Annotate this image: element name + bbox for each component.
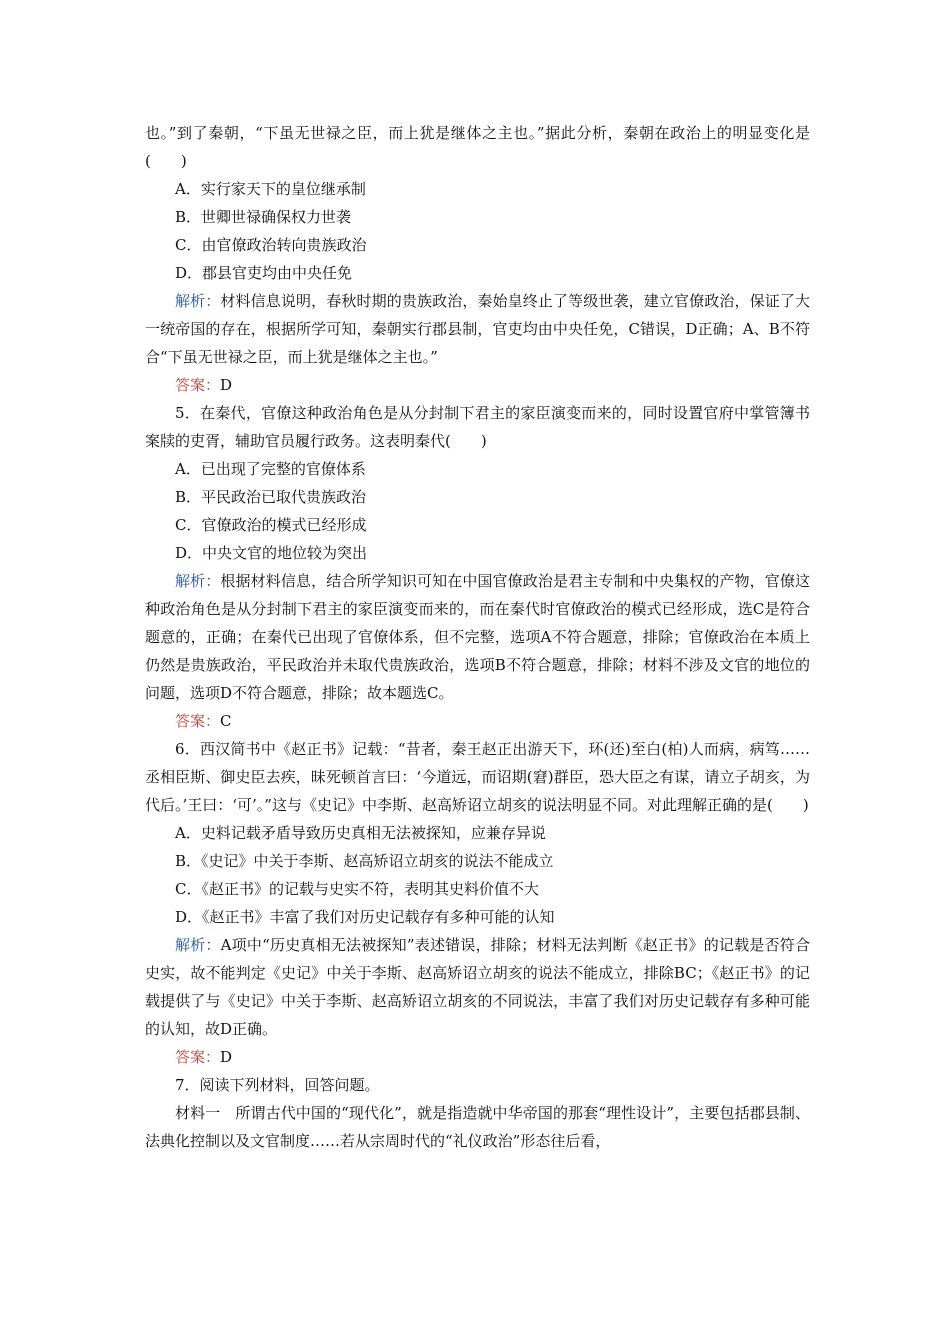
q5-analysis [145, 567, 810, 707]
q6-option-c: C．《赵正书》的记载与史实不符，表明其史料价值不大 [175, 880, 539, 898]
q4-option-b: B．世卿世禄确保权力世袭 [175, 208, 352, 226]
q6-stem: 6．西汉简书中《赵正书》记载：“昔者，秦王赵正出游天下，环(还)至白(柏)人而病，病笃……丞相臣斯、御史臣去疾，昧死顿首言曰：‘今道远，而诏期(窘)群臣，恐大臣之有谋，请立子胡亥，为代后。’王曰：‘可’。”这与《史记》中李斯、赵高矫诏立胡亥的说法明显不同。对此理解正确的是( ) [145, 740, 810, 814]
q4-option-c: C．由官僚政治转向贵族政治 [175, 236, 367, 254]
q5-analysis-text: 根据材料信息，结合所学知识可知在中国官僚政治是君主专制和中央集权的产物，官僚这种政治角色是从分封制下君主的家臣演变而来的，而在秦代时官僚政治的模式已经形成，选C是符合题意的，正确；在秦代已出现了官僚体系，但不完整，选项A不符合题意，排除；官僚政治在本质上仍然是贵族政治，平民政治并未取代贵族政治，选项B不符合题意，排除；材料不涉及文官的地位的问题，选项D不符合题意，排除；故本题选C。 [145, 572, 810, 702]
answer-label: 答案： [175, 376, 221, 394]
analysis-label: 解析： [175, 292, 221, 310]
q4-option-a: A．实行家天下的皇位继承制 [175, 180, 366, 198]
q6-analysis-text: A项中“历史真相无法被探知”表述错误，排除；材料无法判断《赵正书》的记载是否符合史实，故不能判定《史记》中关于李斯、赵高矫诏立胡亥的说法不能成立，排除BC；《赵正书》的记载提供了与《史记》中关于李斯、赵高矫诏立胡亥的不同说法，丰富了我们对历史记载存有多种可能的认知，故D正确。 [145, 936, 810, 1038]
q5-option-c: C．官僚政治的模式已经形成 [175, 516, 367, 534]
q4-option-d: D．郡县官吏均由中央任免 [175, 264, 353, 282]
q5-answer-value: C [220, 712, 232, 730]
q7-material-one: 材料一 所谓古代中国的“现代化”，就是指造就中华帝国的那套“理性设计”，主要包括郡县制、法典化控制以及文官制度……若从宗周时代的“礼仪政治”形态往后看， [145, 1104, 810, 1150]
q4-analysis [145, 287, 810, 371]
q6-option-b: B．《史记》中关于李斯、赵高矫诏立胡亥的说法不能成立 [175, 852, 554, 870]
analysis-label: 解析： [175, 572, 221, 590]
q6-option-a: A．史料记载矛盾导致历史真相无法被探知，应兼存异说 [175, 824, 546, 842]
q6-analysis [145, 931, 810, 1043]
q6-answer [145, 1043, 810, 1071]
answer-label: 答案： [175, 712, 221, 730]
analysis-label: 解析： [175, 936, 221, 954]
q4-analysis-text: 材料信息说明，春秋时期的贵族政治，秦始皇终止了等级世袭，建立官僚政治，保证了大一统帝国的存在，根据所学可知，秦朝实行郡县制，官吏均由中央任免，C错误，D正确；A、B不符合“下虽无世禄之臣，而上犹是继体之主也。” [145, 292, 810, 366]
document-page [145, 119, 810, 1155]
q5-stem: 5．在秦代，官僚这种政治角色是从分封制下君主的家臣演变而来的，同时设置官府中掌管簿书案牍的吏胥，辅助官员履行政务。这表明秦代( ) [145, 404, 810, 450]
q4-answer-value: D [220, 376, 233, 394]
q6-answer-value: D [220, 1048, 233, 1066]
q4-answer [145, 371, 810, 399]
q4-stem-continuation: 也。”到了秦朝，“下虽无世禄之臣，而上犹是继体之主也。”据此分析，秦朝在政治上的明显变化是( ) [145, 124, 810, 170]
q5-option-b: B．平民政治已取代贵族政治 [175, 488, 367, 506]
answer-label: 答案： [175, 1048, 221, 1066]
q5-answer [145, 707, 810, 735]
q6-option-d: D．《赵正书》丰富了我们对历史记载存有多种可能的认知 [175, 908, 555, 926]
q7-stem: 7．阅读下列材料，回答问题。 [175, 1076, 380, 1094]
q5-option-a: A．已出现了完整的官僚体系 [175, 460, 366, 478]
q5-option-d: D．中央文官的地位较为突出 [175, 544, 368, 562]
